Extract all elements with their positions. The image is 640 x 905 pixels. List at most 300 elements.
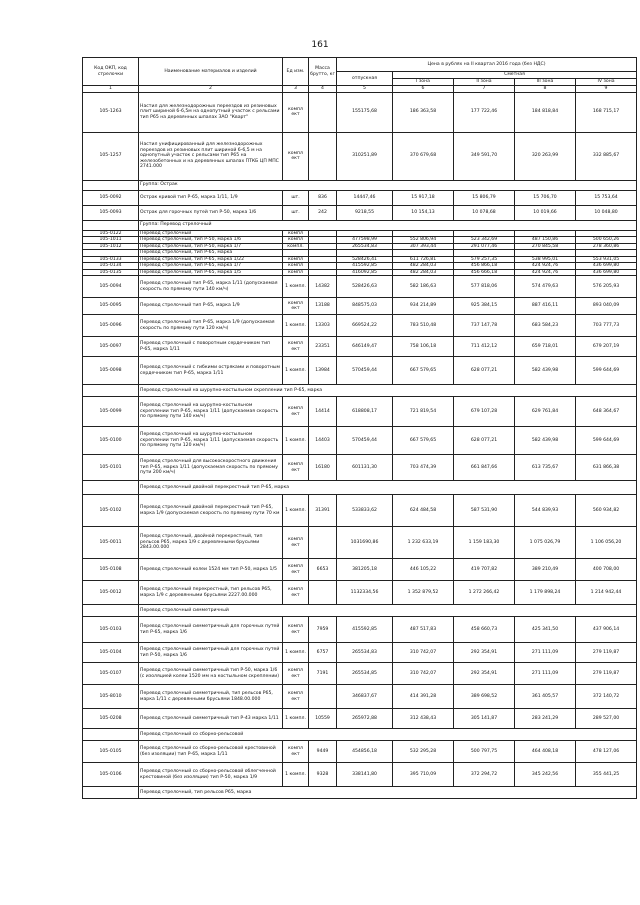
- cell-z1: 667 579,65: [393, 427, 454, 455]
- cell-z2: 925 384,15: [454, 298, 515, 315]
- row-code: [83, 787, 139, 799]
- cell-name: Перевод стрелочный симметричный, тип рельсов Р65, марка 1/11 с деревянными брусьями 1848.00.000: [139, 685, 283, 709]
- cell-z3: 538 995,01: [515, 256, 576, 263]
- cell-z3: 389 210,49: [515, 559, 576, 581]
- cell-unit: компл.: [283, 243, 309, 250]
- header-zone-2: II зона: [454, 79, 515, 86]
- cell-z1: 310 742,07: [393, 643, 454, 663]
- cell-z2: 292 354,91: [454, 643, 515, 663]
- group-label: Группа: Перевод стрелочный: [139, 220, 637, 230]
- cell-unit: 1 компл.: [283, 643, 309, 663]
- cell-code: 105-0099: [83, 397, 139, 427]
- cell-p: 533833,62: [337, 495, 393, 527]
- cell-z1: 15 917,18: [393, 190, 454, 205]
- cell-p: 310251,89: [337, 132, 393, 180]
- cell-z4: 500 650,26: [576, 237, 637, 244]
- cell-name: Перевод стрелочный, двойной перекрестный, тип рельсов Р65, марка 1/9 с деревянными брусьями 2843.00.000: [139, 527, 283, 559]
- table-row: [83, 643, 637, 663]
- cell-z1: 582 186,63: [393, 276, 454, 298]
- group-label: Перевод стрелочный со сборно-рельсовой: [139, 729, 637, 741]
- cell-z1: 370 679,68: [393, 132, 454, 180]
- cell-z1: 446 105,22: [393, 559, 454, 581]
- cell-z3: 574 479,63: [515, 276, 576, 298]
- cell-z3: 613 735,67: [515, 455, 576, 481]
- cell-name: Перевод стрелочный тип Р-65, марка 1/9 (допускаемая скорость по прямому пути 120 км/ч): [139, 315, 283, 337]
- group-row: [83, 220, 637, 230]
- cell-z4: 10 048,80: [576, 205, 637, 220]
- cell-p: 669524,22: [337, 315, 393, 337]
- header-name: Наименование материалов и изделий: [139, 58, 283, 86]
- cell-p: 265534,83: [337, 643, 393, 663]
- cell-z3: 270 845,58: [515, 243, 576, 250]
- cell-name: Острак кривой тип Р-65, марка 1/11, 1/9: [139, 190, 283, 205]
- header-unit: Ед изм.: [283, 58, 309, 86]
- cell-z1: 307 393,44: [393, 243, 454, 250]
- cell-p: 1031690,86: [337, 527, 393, 559]
- cell-z4: 279 119,87: [576, 663, 637, 685]
- cell-p: 265534,83: [337, 243, 393, 250]
- cell-z3: 271 111,09: [515, 663, 576, 685]
- cell-name: Перевод стрелочный симметричный для горочных путей тип Р-65, марка 1/6: [139, 617, 283, 643]
- cell-unit: шт.: [283, 190, 309, 205]
- cell-unit: 1 компл.: [283, 427, 309, 455]
- cell-z3: 487 150,86: [515, 237, 576, 244]
- cell-z4: 631 866,38: [576, 455, 637, 481]
- cell-z2: 628 077,21: [454, 427, 515, 455]
- cell-p: 9218,55: [337, 205, 393, 220]
- cell-z2: 292 354,91: [454, 663, 515, 685]
- cell-name: Перевод стрелочный, тип Р-50, марка 1/7: [139, 243, 283, 250]
- table-row: [83, 709, 637, 729]
- cell-z4: 599 644,69: [576, 357, 637, 385]
- cell-z4: 355 441,25: [576, 763, 637, 787]
- cell-z4: 893 040,09: [576, 298, 637, 315]
- table-row: [83, 256, 637, 263]
- cell-unit: компл ект: [283, 132, 309, 180]
- cell-z4: 289 527,00: [576, 709, 637, 729]
- cell-z3: 582 439,98: [515, 357, 576, 385]
- cell-mass: [309, 685, 337, 709]
- header-estimate: Сметная: [393, 72, 637, 79]
- table-row: [83, 315, 637, 337]
- group-row: [83, 787, 637, 799]
- cell-name: Перевод стрелочный с поворотным сердечником тип Р-65, марка 1/11: [139, 337, 283, 357]
- cell-mass: 14414: [309, 397, 337, 427]
- cell-code: 105-1012: [83, 243, 139, 250]
- cell-z2: 291 077,46: [454, 243, 515, 250]
- cell-p: 570459,44: [337, 427, 393, 455]
- cell-z2: 523 342,69: [454, 237, 515, 244]
- cell-z3: 887 416,11: [515, 298, 576, 315]
- cell-z4: 679 207,19: [576, 337, 637, 357]
- cell-code: 105-0108: [83, 559, 139, 581]
- cell-name: Настил унифицированный для железнодорожных переездов из резиновых плит шириной 6-6,5 м на однопутный участок с рельсами тип Р65 на железобетонных и на деревянных шпалах ПТКБ ЦП МПС 2741.000: [139, 132, 283, 180]
- cell-z3: 659 718,01: [515, 337, 576, 357]
- cell-z4: 400 708,00: [576, 559, 637, 581]
- cell-unit: 1 компл.: [283, 763, 309, 787]
- cell-z2: 349 591,70: [454, 132, 515, 180]
- cell-z3: 10 019,66: [515, 205, 576, 220]
- cell-z1: 395 710,09: [393, 763, 454, 787]
- cell-unit: компл ект: [283, 92, 309, 132]
- cell-z4: 560 934,82: [576, 495, 637, 527]
- cell-mass: 6757: [309, 643, 337, 663]
- cell-p: 338141,80: [337, 763, 393, 787]
- row-code: [83, 180, 139, 190]
- cell-p: 346837,67: [337, 685, 393, 709]
- cell-z3: 15 706,70: [515, 190, 576, 205]
- cell-name: Перевод стрелочный, тип Р-65, марка 1/5: [139, 269, 283, 276]
- row-code: [83, 481, 139, 495]
- cell-unit: 1 компл.: [283, 495, 309, 527]
- cell-code: 105-0122: [83, 230, 139, 237]
- cell-z2: 389 698,52: [454, 685, 515, 709]
- cell-z1: 721 819,54: [393, 397, 454, 427]
- cell-z3: 683 584,23: [515, 315, 576, 337]
- cell-p: 646149,47: [337, 337, 393, 357]
- header-mass: Масса брутто, кг: [309, 58, 337, 86]
- cell-z4: 437 906,14: [576, 617, 637, 643]
- cell-code: 105-1011: [83, 237, 139, 244]
- table-row: [83, 581, 637, 605]
- cell-name: Острак для горочных путей тип Р-50, марка 1/6: [139, 205, 283, 220]
- cell-code: 105-0102: [83, 495, 139, 527]
- price-table: [82, 57, 637, 799]
- cell-z3: 361 405,57: [515, 685, 576, 709]
- cell-mass: 9328: [309, 763, 337, 787]
- cell-code: 105-0106: [83, 763, 139, 787]
- cell-p: 528426,41: [337, 256, 393, 263]
- cell-mass: 16180: [309, 455, 337, 481]
- cell-mass: [309, 527, 337, 559]
- cell-p: 477598,99: [337, 237, 393, 244]
- cell-mass: 14382: [309, 276, 337, 298]
- cell-code: 105-0093: [83, 205, 139, 220]
- cell-p: 1132334,56: [337, 581, 393, 605]
- cell-z3: 544 839,93: [515, 495, 576, 527]
- cell-unit: компл: [283, 263, 309, 270]
- cell-z4: 15 753,64: [576, 190, 637, 205]
- cell-unit: компл ект: [283, 559, 309, 581]
- cell-z4: 599 644,69: [576, 427, 637, 455]
- cell-z3: 271 111,09: [515, 643, 576, 663]
- header-code: Код ОКП, код стрелочки: [83, 58, 139, 86]
- cell-code: 105-0107: [83, 663, 139, 685]
- cell-z3: 345 242,56: [515, 763, 576, 787]
- cell-name: Перевод стрелочный симметричный для горочных путей тип Р-50, марка 1/6: [139, 643, 283, 663]
- cell-z1: 482 284,03: [393, 269, 454, 276]
- cell-code: 105-0103: [83, 617, 139, 643]
- cell-z4: 278 360,86: [576, 243, 637, 250]
- cell-name: Перевод стрелочный на шурупно-костыльном скреплении тип Р-65, марка 1/11 (допускаемая скорость по прямому пути 120 км/ч): [139, 427, 283, 455]
- cell-mass: 6653: [309, 559, 337, 581]
- cell-z1: 10 154,13: [393, 205, 454, 220]
- cell-z3: 629 761,84: [515, 397, 576, 427]
- cell-code: 105-1263: [83, 92, 139, 132]
- table-row: [83, 263, 637, 270]
- cell-z1: 1 352 879,52: [393, 581, 454, 605]
- cell-name: Перевод стрелочный колеи 1524 мм тип Р-50, марка 1/5: [139, 559, 283, 581]
- cell-z2: 1 159 183,30: [454, 527, 515, 559]
- cell-z1: 783 510,48: [393, 315, 454, 337]
- table-row: [83, 243, 637, 250]
- cell-z1: 703 474,39: [393, 455, 454, 481]
- cell-z1: 312 438,43: [393, 709, 454, 729]
- cell-mass: 23351: [309, 337, 337, 357]
- table-row: [83, 559, 637, 581]
- cell-mass: 7959: [309, 617, 337, 643]
- cell-z4: 648 364,67: [576, 397, 637, 427]
- cell-z1: 310 742,07: [393, 663, 454, 685]
- header-price-group: Цена в рублях на II квартал 2016 года (без НДС): [337, 58, 637, 72]
- table-row: [83, 397, 637, 427]
- cell-unit: компл ект: [283, 741, 309, 763]
- cell-z3: 424 924,76: [515, 263, 576, 270]
- cell-p: 618808,17: [337, 397, 393, 427]
- cell-z1: 414 391,28: [393, 685, 454, 709]
- cell-unit: компл ект: [283, 527, 309, 559]
- cell-unit: 1 компл.: [283, 357, 309, 385]
- cell-mass: 9449: [309, 741, 337, 763]
- cell-code: 105-0092: [83, 190, 139, 205]
- cell-z3: 184 818,84: [515, 92, 576, 132]
- cell-code: 105-0104: [83, 643, 139, 663]
- cell-z2: 587 531,90: [454, 495, 515, 527]
- cell-p: 155175,68: [337, 92, 393, 132]
- group-row: [83, 729, 637, 741]
- group-row: [83, 481, 637, 495]
- header-release-price: отпускная: [337, 72, 393, 86]
- cell-z1: 186 363,58: [393, 92, 454, 132]
- table-body: [83, 92, 637, 799]
- cell-unit: компл ект: [283, 663, 309, 685]
- cell-p: 416092,85: [337, 269, 393, 276]
- cell-unit: 1 компл.: [283, 276, 309, 298]
- table-row: [83, 92, 637, 132]
- cell-z3: 464 408,18: [515, 741, 576, 763]
- cell-z1: 482 284,03: [393, 263, 454, 270]
- colnum: 7: [454, 86, 515, 93]
- group-label: Перевод стрелочный симметричный: [139, 605, 637, 617]
- cell-mass: 13984: [309, 357, 337, 385]
- cell-code: 105-0134: [83, 263, 139, 270]
- cell-code: 105-1257: [83, 132, 139, 180]
- cell-z4: 1 106 056,20: [576, 527, 637, 559]
- cell-unit: компл ект: [283, 397, 309, 427]
- cell-z3: 283 241,29: [515, 709, 576, 729]
- cell-code: 105-0097: [83, 337, 139, 357]
- row-code: [83, 220, 139, 230]
- cell-mass: 242: [309, 205, 337, 220]
- cell-name: Перевод стрелочный, тип Р-50, марка 1/6: [139, 237, 283, 244]
- cell-z4: 332 885,67: [576, 132, 637, 180]
- cell-z4: 279 119,87: [576, 643, 637, 663]
- cell-p: 381205,18: [337, 559, 393, 581]
- cell-unit: компл ект: [283, 685, 309, 709]
- cell-z1: 624 484,58: [393, 495, 454, 527]
- cell-name: Перевод стрелочный тип Р-65, марка 1/9: [139, 298, 283, 315]
- colnum: 6: [393, 86, 454, 93]
- cell-name: Перевод стрелочный со сборно-рельсовой крестовиной (без изоляции) тип Р-65, марка 1/11: [139, 741, 283, 763]
- cell-unit: компл ект: [283, 298, 309, 315]
- table-row: [83, 298, 637, 315]
- cell-z1: 611 726,81: [393, 256, 454, 263]
- cell-mass: 13188: [309, 298, 337, 315]
- cell-z2: 711 412,12: [454, 337, 515, 357]
- table-row: [83, 269, 637, 276]
- cell-mass: 836: [309, 190, 337, 205]
- cell-z2: 372 294,72: [454, 763, 515, 787]
- cell-z2: 1 272 266,42: [454, 581, 515, 605]
- cell-unit: 1 компл.: [283, 315, 309, 337]
- group-label: Перевод стрелочный двойной перекрестный тип Р-65, марка: [139, 481, 637, 495]
- cell-code: 105-0133: [83, 256, 139, 263]
- cell-p: 14447,46: [337, 190, 393, 205]
- table-row: [83, 427, 637, 455]
- cell-z3: 1 075 026,79: [515, 527, 576, 559]
- cell-z2: 456 666,18: [454, 269, 515, 276]
- cell-z1: 532 295,28: [393, 741, 454, 763]
- colnum: 5: [337, 86, 393, 93]
- row-code: [83, 605, 139, 617]
- cell-unit: компл: [283, 230, 309, 237]
- cell-mass: [309, 132, 337, 180]
- table-row: [83, 527, 637, 559]
- table-row: [83, 495, 637, 527]
- cell-unit: компл ект: [283, 337, 309, 357]
- cell-z4: 478 127,06: [576, 741, 637, 763]
- page-number: 161: [311, 40, 329, 50]
- table-row: [83, 132, 637, 180]
- cell-name: Перевод стрелочный на шурупно-костыльном скреплении тип Р-65, марка 1/11 (допускаемая скорость по прямому пути 140 км/ч): [139, 397, 283, 427]
- cell-name: Перевод стрелочный, тип Р-65, марка 1/7: [139, 263, 283, 270]
- cell-z2: 679 107,28: [454, 397, 515, 427]
- table-row: [83, 741, 637, 763]
- colnum: 3: [283, 86, 309, 93]
- table-row: [83, 357, 637, 385]
- header-zone-1: I зона: [393, 79, 454, 86]
- cell-unit: 1 компл.: [283, 709, 309, 729]
- cell-name: Перевод стрелочный тип Р-65, марка 1/11 (допускаемая скорость по прямому пути 140 км/ч): [139, 276, 283, 298]
- cell-z2: 579 257,35: [454, 256, 515, 263]
- cell-mass: 13303: [309, 315, 337, 337]
- cell-z1: 667 579,65: [393, 357, 454, 385]
- colnum: 8: [515, 86, 576, 93]
- header-zone-3: III зона: [515, 79, 576, 86]
- cell-name: Перевод стрелочный со сборно-рельсовой облегченной крестовиной (без изоляции) тип Р-50, марка 1/9: [139, 763, 283, 787]
- cell-z4: 168 715,17: [576, 92, 637, 132]
- cell-p: 454856,18: [337, 741, 393, 763]
- cell-unit: компл ект: [283, 581, 309, 605]
- cell-unit: компл: [283, 256, 309, 263]
- table-row: [83, 685, 637, 709]
- table-row: [83, 190, 637, 205]
- colnum: 1: [83, 86, 139, 93]
- cell-code: 105-0094: [83, 276, 139, 298]
- cell-name: Перевод стрелочный двойной перекрестный тип Р-65, марка 1/9 (допускаемая скорость по прямому пути 70 км: [139, 495, 283, 527]
- cell-unit: компл: [283, 237, 309, 244]
- cell-code: 105-0105: [83, 741, 139, 763]
- cell-p: 265534,85: [337, 663, 393, 685]
- table-row: [83, 455, 637, 481]
- cell-mass: [309, 92, 337, 132]
- cell-z4: 703 777,73: [576, 315, 637, 337]
- cell-name: Перевод стрелочный для высокоскоростного движения тип Р-65, марка 1/11 (допускаемая скорость по прямому пути 200 км/ч): [139, 455, 283, 481]
- group-row: [83, 385, 637, 397]
- cell-code: 105-0095: [83, 298, 139, 315]
- group-label: Перевод стрелочный на шурупно-костыльном скреплении тип Р-65, марка: [139, 385, 637, 397]
- cell-mass: [309, 581, 337, 605]
- cell-z3: 425 341,50: [515, 617, 576, 643]
- cell-z2: 10 078,68: [454, 205, 515, 220]
- cell-z4: 576 205,93: [576, 276, 637, 298]
- cell-name: Перевод стрелочный: [139, 230, 283, 237]
- table-row: [83, 763, 637, 787]
- cell-name: Перевод стрелочный симметричный тип Р-43 марка 1/11: [139, 709, 283, 729]
- group-label: Перевод стрелочный, тип рельсов Р65, марка: [139, 787, 637, 799]
- cell-p: 265972,88: [337, 709, 393, 729]
- cell-z4: 553 931,05: [576, 256, 637, 263]
- cell-code: 105-0135: [83, 269, 139, 276]
- group-row: [83, 180, 637, 190]
- cell-unit: компл: [283, 269, 309, 276]
- cell-code: 105-0096: [83, 315, 139, 337]
- cell-z2: 458 660,73: [454, 617, 515, 643]
- cell-z2: 737 147,78: [454, 315, 515, 337]
- header-zone-4: IV зона: [576, 79, 637, 86]
- cell-z2: 419 707,82: [454, 559, 515, 581]
- group-row: [83, 605, 637, 617]
- cell-code: 105-0101: [83, 455, 139, 481]
- cell-code: 105-8010: [83, 685, 139, 709]
- cell-z3: 582 439,98: [515, 427, 576, 455]
- cell-z3: 1 179 898,24: [515, 581, 576, 605]
- table-row: [83, 663, 637, 685]
- cell-z1: 552 806,94: [393, 237, 454, 244]
- cell-z2: 661 847,66: [454, 455, 515, 481]
- colnum: 9: [576, 86, 637, 93]
- cell-z1: 758 106,18: [393, 337, 454, 357]
- cell-z2: 577 818,06: [454, 276, 515, 298]
- cell-name: Перевод стрелочный симметричный тип Р-50, марка 1/6 (с изоляцией колеи 1520 мм на костыльном скреплении): [139, 663, 283, 685]
- table-row: [83, 237, 637, 244]
- row-code: [83, 729, 139, 741]
- cell-name: Перевод стрелочный перекрестный, тип рельсов Р65, марка 1/9 с деревянными брусьями 2227.00.000: [139, 581, 283, 605]
- cell-unit: шт.: [283, 205, 309, 220]
- group-label: Группа: Острак: [139, 180, 637, 190]
- cell-z4: 372 140,72: [576, 685, 637, 709]
- cell-code: 105-0098: [83, 357, 139, 385]
- cell-z2: 305 141,87: [454, 709, 515, 729]
- table-row: [83, 337, 637, 357]
- cell-z1: 1 232 633,19: [393, 527, 454, 559]
- cell-mass: 14403: [309, 427, 337, 455]
- cell-name: Перевод стрелочный с гибкими остряками и поворотным сердечником тип Р-65, марка 1/11: [139, 357, 283, 385]
- cell-z4: 1 214 942,44: [576, 581, 637, 605]
- cell-z2: 177 722,46: [454, 92, 515, 132]
- cell-p: 415592,85: [337, 617, 393, 643]
- cell-z3: 424 924,76: [515, 269, 576, 276]
- cell-name: Перевод стрелочный, тип Р-65, марка: [139, 250, 283, 257]
- cell-z4: 436 699,80: [576, 263, 637, 270]
- cell-z2: 456 866,18: [454, 263, 515, 270]
- cell-p: 570459,44: [337, 357, 393, 385]
- cell-mass: 31391: [309, 495, 337, 527]
- cell-p: 528426,63: [337, 276, 393, 298]
- cell-code: 105-0012: [83, 581, 139, 605]
- cell-code: 105-0100: [83, 427, 139, 455]
- colnum: 2: [139, 86, 283, 93]
